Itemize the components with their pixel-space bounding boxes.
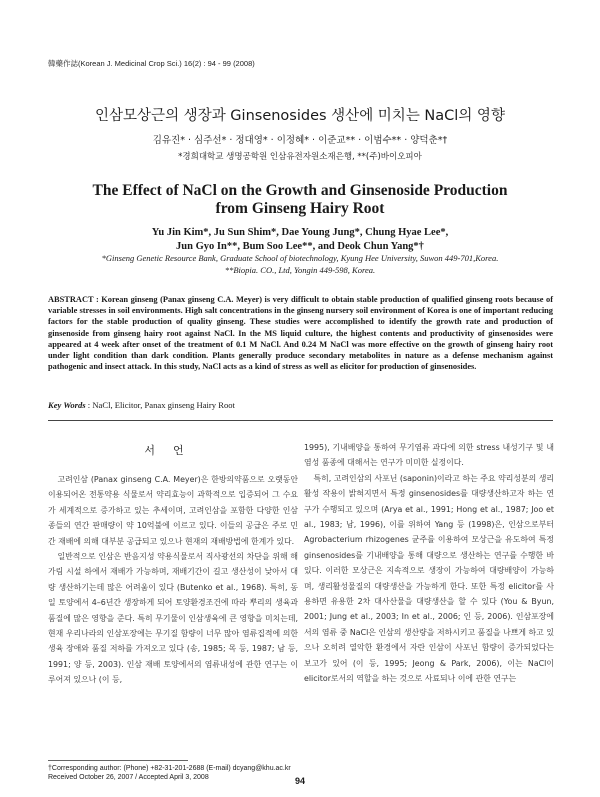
left-paragraph-1: 고려인삼 (Panax ginseng C.A. Meyer)은 한방의약품으로 오랫동안 이용되어온 전통약용 식물로서 약리효능이 과학적으로 입증되어 그 수요가 세계적으로 증가하고 있는 추세이며, 고려인삼을 포함한 다양한 인삼 종들의 연간 판매량이 약 10억불에 이르고 있다. 이들의 공급은 주로 민간 재배에 의해 대부분 공급되고 있으나 현재의 재배방법에 한계가 있다. bbox=[48, 475, 298, 546]
right-paragraph-1: 1995), 기내배양을 통하여 무기염류 과다에 의한 stress 내성기구 및 내염성 품종에 대해서는 연구가 미미한 실정이다. bbox=[304, 443, 554, 468]
right-paragraph-2: 특히, 고려인삼의 사포닌 (saponin)이라고 하는 주요 약리성분의 생리활성 작용이 밝혀지면서 특정 ginsenosides를 대량생산하고자 하는 연구가 수행되고 있으며 (Arya et al., 1991; Hong et al., 1987; Joo et al., 1983; 남, 1996), 이를 위하여 Yang 등 (1998)은, 인삼으로부터 Agrobacterium rhizogenes 균주를 이용하여 모상근을 유도하여 특정 ginsenosides를 기내배양을 통해 대량으로 생산하는 연구를 수행한 바 있다. 이러한 모상근은 지속적으로 생장이 가능하여 대량배양이 가능하며, 생리활성물질의 대량생산을 가능하게 한다. 또한 특정 elicitor를 사용하면 유용한 2차 대사산물을 대량생산을 할 수 있다 (You & Byun, 2001; Jung et al., 2003; In et al., 2006; 인 등, 2006). 인삼포장에서의 염류 중 NaCl은 인삼의 생산량을 저하시키고 품질을 나쁘게 하고 있으나 오히려 열악한 환경에서 자란 인삼이 사포닌 함량이 증가되었다는 보고가 있어 (이 등, 1995; Jeong & Park, 2006), 이는 NaCl이 elicitor로서의 역할을 하는 것으로 사료되나 이에 관한 연구는 bbox=[304, 473, 554, 684]
korean-title: 인삼모상근의 생장과 Ginsenosides 생산에 미치는 NaCl의 영향 bbox=[95, 108, 505, 124]
english-affil-line1: *Ginseng Genetic Resource Bank, Graduate School of biotechnology, Kyung Hee University, Suwon 449-701,Korea. bbox=[101, 253, 499, 263]
english-authors bbox=[0, 226, 600, 254]
korean-affiliation: *경희대학교 생명공학원 인삼유전자원소재은행, **(주)바이오피아 bbox=[178, 152, 422, 162]
divider-rule bbox=[48, 420, 553, 421]
footnote-rule bbox=[48, 760, 188, 761]
journal-header: 韓藥作誌(Korean J. Medicinal Crop Sci.) 16(2) : 94 - 99 (2008) bbox=[48, 59, 255, 68]
left-column bbox=[48, 472, 298, 688]
left-paragraph-2: 일반적으로 인삼은 반음지성 약용식물로서 직사광선의 차단을 위해 해가림 시설 하에서 재배가 가능하며, 재배기간이 길고 생산성이 낮아서 대량 생산하기는데 많은 어려움이 있다 (Butenko et al., 1968). 특히, 동일 토양에서 4–6년간 생장하게 되어 토양환경조건에 따라 뿌리의 생육과 품질에 많은 영향을 준다. 특히 무기물이 인삼생육에 큰 영향을 미치는데, 현재 우리나라의 인삼포장에는 무기질 함량이 너무 많아 염류집적에 의한 생육 장애와 품질 저하를 가져오고 있다 (송, 1985; 목 등, 1987; 남 등, 1991; 양 등, 2003). 인삼 재배 토양에서의 염류내성에 관한 연구는 이루어져 있으나 (이 등, bbox=[48, 552, 298, 685]
abstract: ABSTRACT : Korean ginseng (Panax ginseng C.A. Meyer) is very difficult to obtain stable production of qualified ginseng roots because of variable stresses in soil environments. High salt concentrations in the ginseng nursery soil environment of Korea is one of important reducing factors for the stable production of quality ginseng. These studies were accomplished to identify the growth rate and production of ginsenoside from ginseng hairy root against NaCl. In the MS liquid culture, the highest contents and productivity of ginsenosides were appeared at 4 week after onset of the treatment of 0.1 M NaCl. And 0.24 M NaCl was more effective on the growth of ginseng hairy root under light condition than dark condition. Plants generally produce secondary metabolites in nature as a defense mechanism against pathogenic and insect attack. In this study, NaCl acts as a kind of stress as well as elicitor for production of ginsenosides. bbox=[48, 295, 553, 372]
english-title-line2: from Ginseng Hairy Root bbox=[215, 200, 385, 217]
keywords-text: : NaCl, Elicitor, Panax ginseng Hairy Root bbox=[85, 400, 235, 410]
received-dates: Received October 26, 2007 / Accepted April 3, 2008 bbox=[48, 774, 209, 781]
english-affiliation bbox=[0, 253, 600, 276]
right-column bbox=[304, 440, 554, 687]
english-title bbox=[0, 182, 600, 218]
english-authors-line1: Yu Jin Kim*, Ju Sun Shim*, Dae Young Jung*, Chung Hyae Lee*, bbox=[151, 227, 449, 238]
page-number: 94 bbox=[294, 776, 305, 786]
english-affil-line2: **Biopia. CO., Ltd, Yongin 449-598, Korea. bbox=[224, 264, 376, 275]
english-authors-line2: Jun Gyo In**, Bum Soo Lee**, and Deok Chun Yang*† bbox=[176, 241, 424, 252]
corresponding-author: †Corresponding author: (Phone) +82-31-201-2688 (E-mail) dcyang@khu.ac.kr bbox=[48, 765, 291, 772]
english-title-line1: The Effect of NaCl on the Growth and Ginsenoside Production bbox=[92, 182, 508, 199]
keywords bbox=[48, 400, 553, 410]
keywords-label: Key Words bbox=[48, 400, 86, 410]
korean-authors: 김유진* · 심주선* · 정대영* · 이정혜* · 이준교** · 이범수** · 양덕춘*† bbox=[152, 135, 448, 146]
section-title: 서언 bbox=[144, 444, 202, 457]
